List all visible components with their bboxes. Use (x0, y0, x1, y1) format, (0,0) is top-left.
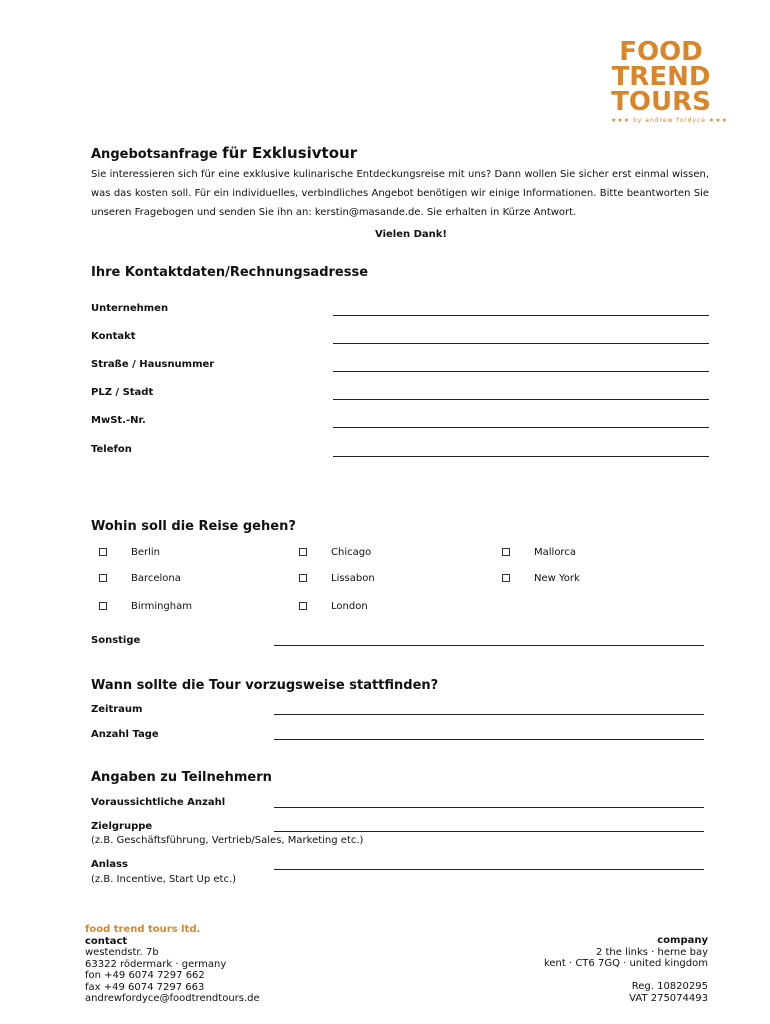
checkbox-icon (99, 548, 107, 556)
title-part-2: für Exklusivtour (222, 144, 358, 162)
footer-company-address-1: 2 the links · herne bay (595, 946, 708, 958)
occasion-label: Anlass (91, 859, 128, 870)
field-line-city[interactable] (333, 399, 709, 400)
group-line[interactable] (274, 831, 704, 832)
checkbox-icon (99, 602, 107, 610)
date-heading: Wann sollte die Tour vorzugsweise stattfinden? (91, 678, 439, 693)
title-part-1: Angebotsanfrage (91, 147, 223, 162)
field-line-street[interactable] (333, 371, 709, 372)
field-line-vat[interactable] (333, 427, 709, 428)
footer-vat: VAT 275074493 (629, 992, 708, 1004)
footer-reg: Reg. 10820295 (631, 981, 708, 992)
destination-heading: Wohin soll die Reise gehen? (91, 519, 296, 534)
footer-email[interactable]: andrewfordyce@foodtrendtours.de (85, 993, 260, 1004)
thanks-text: Vielen Dank! (375, 229, 447, 240)
logo-line-2: TREND (611, 62, 711, 92)
footer-spacer (544, 970, 708, 982)
participants-heading: Angaben zu Teilnehmern (91, 770, 272, 785)
occasion-note: (z.B. Incentive, Start Up etc.) (91, 874, 237, 885)
food-trend-tours-logo (611, 37, 728, 124)
field-line-company[interactable] (333, 315, 709, 316)
count-line[interactable] (274, 807, 704, 808)
footer-city: 63322 rödermark · germany (85, 958, 227, 970)
footer-company (544, 935, 708, 1004)
logo-tagline: ★★★ by andrew fordyce ★★★ (611, 117, 728, 124)
checkbox-new-york[interactable]: New York (502, 573, 580, 584)
footer-company-heading: company (657, 935, 708, 946)
checkbox-lissabon[interactable]: Lissabon (299, 573, 375, 584)
footer-phone: fon +49 6074 7297 662 (85, 970, 205, 981)
other-line[interactable] (274, 645, 704, 646)
field-label-street: Straße / Hausnummer (91, 359, 215, 370)
page-title (91, 144, 357, 162)
footer-contact (85, 924, 260, 1005)
footer-street: westendstr. 7b (85, 947, 159, 958)
footer-fax: fax +49 6074 7297 663 (85, 981, 205, 993)
field-line-contact[interactable] (333, 343, 709, 344)
other-label: Sonstige (91, 635, 141, 646)
checkbox-london[interactable]: London (299, 601, 368, 612)
logo-line-1: FOOD (619, 37, 703, 67)
checkbox-icon (299, 602, 307, 610)
checkbox-icon (299, 548, 307, 556)
checkbox-icon (299, 574, 307, 582)
group-note: (z.B. Geschäftsführung, Vertrieb/Sales, Marketing etc.) (91, 835, 364, 846)
checkbox-birmingham[interactable]: Birmingham (99, 601, 192, 612)
field-label-city: PLZ / Stadt (91, 387, 154, 398)
group-label: Zielgruppe (91, 821, 153, 832)
checkbox-berlin[interactable]: Berlin (99, 547, 160, 558)
field-label-contact: Kontakt (91, 331, 136, 342)
checkbox-chicago[interactable]: Chicago (299, 547, 371, 558)
field-label-phone: Telefon (91, 444, 132, 455)
footer-contact-heading: contact (85, 935, 128, 947)
checkbox-icon (502, 548, 510, 556)
field-label-company: Unternehmen (91, 303, 169, 314)
occasion-line[interactable] (274, 869, 704, 870)
footer-company-address-2: kent · CT6 7GQ · united kingdom (543, 958, 708, 969)
checkbox-barcelona[interactable]: Barcelona (99, 573, 181, 584)
period-label: Zeitraum (91, 704, 143, 715)
field-line-phone[interactable] (333, 456, 709, 457)
days-label: Anzahl Tage (91, 729, 159, 740)
count-label: Voraussichtliche Anzahl (91, 797, 226, 808)
checkbox-mallorca[interactable]: Mallorca (502, 547, 576, 558)
checkbox-icon (502, 574, 510, 582)
checkbox-icon (99, 574, 107, 582)
days-line[interactable] (274, 739, 704, 740)
period-line[interactable] (274, 714, 704, 715)
footer-brand: food trend tours ltd. (85, 924, 201, 935)
contact-heading: Ihre Kontaktdaten/Rechnungsadresse (91, 265, 369, 280)
intro-text: Sie interessieren sich für eine exklusive kulinarische Entdeckungsreise mit uns? Dann wollen Sie sicher erst einmal wissen, was das kosten soll. Für ein individuelles, verbindliches Angebot benötigen wir einige Informationen. Bitte beantworten Sie unseren Fragebogen und senden Sie ihn an: kerstin@masande.de. Sie erhalten in Kürze Antwort. (91, 169, 709, 218)
field-label-vat: MwSt.-Nr. (91, 415, 146, 426)
logo-line-3: TOURS (611, 87, 711, 117)
